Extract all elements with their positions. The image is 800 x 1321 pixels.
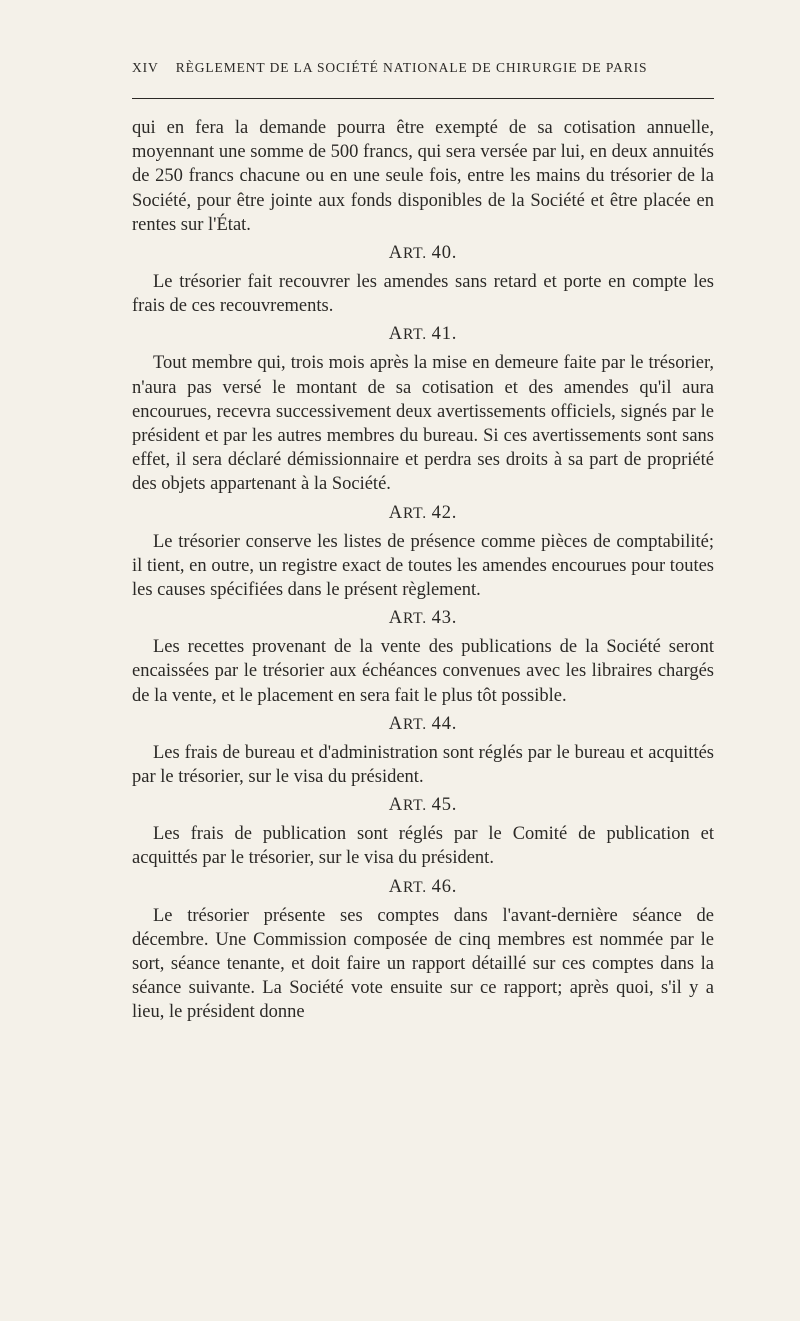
article-heading: ART. 40. xyxy=(388,243,458,264)
running-title: RÈGLEMENT DE LA SOCIÉTÉ NATIONALE DE CHIRURGIE DE PARIS xyxy=(175,60,648,75)
paragraph: Les frais de bureau et d'administration sont réglés par le bureau et acquittés par le trésorier, sur le visa du président. xyxy=(132,742,714,788)
paragraph: qui en fera la demande pourra être exempté de sa cotisation annuelle, moyennant une somme de 500 francs, qui sera versée par lui, en deux annuités de 250 francs chacune ou en une seule fois, entre les mains du trésorier de la Société, pour être jointe aux fonds disponibles de la Société et être placée en rentes sur l'État. xyxy=(132,118,714,235)
paragraph: Les recettes provenant de la vente des publications de la Société seront encaissées par le trésorier aux échéances convenues avec les libraires chargés de la vente, et le placement en sera fait le plus tôt possible. xyxy=(132,637,714,706)
paragraph: Tout membre qui, trois mois après la mise en demeure faite par le trésorier, n'aura pas versé le montant de sa cotisation et des amendes qu'il aura encourues, recevra successivement deux avertissements officiels, signés par le président et par les autres membres du bureau. Si ces avertissements sont sans effet, il sera déclaré démissionnaire et perdra ses droits à sa part de propriété des objets appartenant à la Société. xyxy=(132,353,714,495)
article-heading: ART. 43. xyxy=(388,608,458,629)
article-heading: ART. 41. xyxy=(388,324,458,345)
body-text xyxy=(132,116,714,1025)
page xyxy=(132,60,714,1025)
article-heading: ART. 46. xyxy=(388,876,458,897)
article-heading: ART. 42. xyxy=(388,502,458,523)
paragraph: Les frais de publication sont réglés par le Comité de publication et acquittés par le trésorier, sur le visa du président. xyxy=(132,824,714,869)
paragraph: Le trésorier fait recouvrer les amendes sans retard et porte en compte les frais de ces recouvrements. xyxy=(132,272,714,317)
paragraph: Le trésorier présente ses comptes dans l'avant-dernière séance de décembre. Une Commission composée de cinq membres est nommée par le sort, séance tenante, et doit faire un rapport détaillé sur ces comptes dans la séance suivante. La Société vote ensuite sur ce rapport; après quoi, s'il y a lieu, le président donne xyxy=(132,905,714,1023)
paragraph: Le trésorier conserve les listes de présence comme pièces de comptabilité; il tient, en outre, un registre exact de toutes les amendes encourues pour toutes les causes spécifiées dans le présent règlement. xyxy=(132,531,714,601)
article-heading: ART. 44. xyxy=(388,713,458,734)
page-number: XIV xyxy=(132,60,159,75)
running-head xyxy=(132,60,714,84)
article-heading: ART. 45. xyxy=(388,795,458,816)
header-rule xyxy=(132,98,714,99)
